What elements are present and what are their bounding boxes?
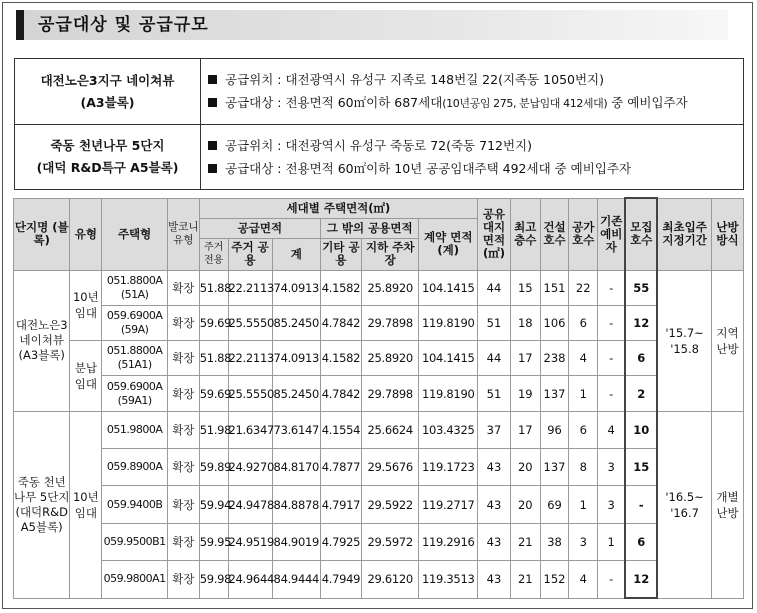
reserve-cell: 4 xyxy=(598,411,626,448)
vacant-cell: 4 xyxy=(569,561,598,598)
complex-name-cell: 죽동 천년나무 5단지 (대덕R&D A5블록) xyxy=(14,411,70,598)
table-row xyxy=(14,341,744,376)
parking-cell: 25.8920 xyxy=(361,341,418,376)
other-cell: 4.1582 xyxy=(320,341,361,376)
reserve-cell: 1 xyxy=(598,523,626,560)
header-built: 건설 호수 xyxy=(540,198,569,270)
land-cell: 51 xyxy=(478,305,511,340)
info-row-noeun xyxy=(15,59,744,125)
header-common: 주거 공용 xyxy=(228,238,272,270)
header-balcony: 발코니 유형 xyxy=(167,198,199,270)
vacant-cell: 1 xyxy=(569,486,598,523)
supply-info-table xyxy=(14,58,744,190)
table-row xyxy=(14,376,744,411)
contract-cell: 103.4325 xyxy=(419,411,478,448)
table-row xyxy=(14,486,744,523)
other-cell: 4.7842 xyxy=(320,376,361,411)
built-cell: 69 xyxy=(540,486,569,523)
house-type-cell: 051.9800A xyxy=(102,411,168,448)
heating-cell: 개별 난방 xyxy=(712,411,744,598)
contract-cell: 119.8190 xyxy=(419,305,478,340)
other-cell: 4.1554 xyxy=(320,411,361,448)
complex-name-line1: 대전노은3지구 네이쳐뷰 xyxy=(40,72,175,88)
header-parking: 지하 주차장 xyxy=(361,238,418,270)
exclusive-cell: 51.98 xyxy=(199,411,228,448)
balcony-cell: 확장 xyxy=(167,341,199,376)
floor-cell: 19 xyxy=(510,376,540,411)
built-cell: 96 xyxy=(540,411,569,448)
floor-cell: 21 xyxy=(510,561,540,598)
built-cell: 38 xyxy=(540,523,569,560)
other-cell: 4.7842 xyxy=(320,305,361,340)
parking-cell: 29.5972 xyxy=(361,523,418,560)
header-type: 유형 xyxy=(70,198,102,270)
other-cell: 4.7877 xyxy=(320,449,361,486)
other-cell: 4.7917 xyxy=(320,486,361,523)
target-line: 공급대상 : 전용면적 60㎡이하 10년 공공임대주택 492세대 중 예비입주자 xyxy=(208,157,742,180)
floor-cell: 15 xyxy=(510,270,540,305)
land-cell: 51 xyxy=(478,376,511,411)
header-total: 계 xyxy=(272,238,320,270)
info-details xyxy=(201,125,744,190)
floor-cell: 21 xyxy=(510,523,540,560)
floor-cell: 17 xyxy=(510,341,540,376)
land-cell: 43 xyxy=(478,486,511,523)
vacant-cell: 4 xyxy=(569,341,598,376)
vacant-cell: 6 xyxy=(569,411,598,448)
built-cell: 106 xyxy=(540,305,569,340)
land-cell: 37 xyxy=(478,411,511,448)
contract-cell: 119.8190 xyxy=(419,376,478,411)
balcony-cell: 확장 xyxy=(167,561,199,598)
header-reserve: 기존 예비자 xyxy=(598,198,626,270)
total-cell: 74.0913 xyxy=(272,341,320,376)
square-bullet-icon xyxy=(208,75,217,84)
title-accent-bar xyxy=(16,10,24,40)
location-line: 공급위치 : 대전광역시 유성구 죽동로 72(죽동 712번지) xyxy=(208,134,742,157)
header-heating: 난방 방식 xyxy=(712,198,744,270)
land-cell: 43 xyxy=(478,449,511,486)
complex-name-line2: (A3블록) xyxy=(80,94,135,110)
parking-cell: 29.5922 xyxy=(361,486,418,523)
table-row xyxy=(14,561,744,598)
other-cell: 4.7949 xyxy=(320,561,361,598)
type-cell: 10년 임대 xyxy=(70,411,102,598)
reserve-cell: - xyxy=(598,561,626,598)
built-cell: 137 xyxy=(540,449,569,486)
floor-cell: 20 xyxy=(510,449,540,486)
header-vacant: 공가 호수 xyxy=(569,198,598,270)
reserve-cell: 3 xyxy=(598,449,626,486)
balcony-cell: 확장 xyxy=(167,305,199,340)
common-cell: 24.9270 xyxy=(228,449,272,486)
total-cell: 84.9019 xyxy=(272,523,320,560)
vacant-cell: 6 xyxy=(569,305,598,340)
header-house-type: 주택형 xyxy=(102,198,168,270)
total-cell: 85.2450 xyxy=(272,376,320,411)
land-cell: 43 xyxy=(478,523,511,560)
square-bullet-icon xyxy=(208,164,217,173)
complex-name-line1: 죽동 천년나무 5단지 xyxy=(50,138,165,154)
house-type-cell: 051.8800A (51A) xyxy=(102,270,168,305)
house-type-cell: 059.6900A (59A1) xyxy=(102,376,168,411)
balcony-cell: 확장 xyxy=(167,449,199,486)
common-cell: 25.5550 xyxy=(228,305,272,340)
floor-cell: 20 xyxy=(510,486,540,523)
recruit-cell: 6 xyxy=(625,523,657,560)
total-cell: 84.8170 xyxy=(272,449,320,486)
reserve-cell: - xyxy=(598,376,626,411)
location-line: 공급위치 : 대전광역시 유성구 지족로 148번길 22(지족동 1050번지) xyxy=(208,68,742,91)
vacant-cell: 8 xyxy=(569,449,598,486)
house-type-cell: 051.8800A (51A1) xyxy=(102,341,168,376)
header-land: 공유 대지 면적 (㎡) xyxy=(478,198,511,270)
other-cell: 4.7925 xyxy=(320,523,361,560)
info-complex-name xyxy=(15,125,201,190)
recruit-cell: 12 xyxy=(625,561,657,598)
built-cell: 151 xyxy=(540,270,569,305)
table-row xyxy=(14,523,744,560)
contract-cell: 119.3513 xyxy=(419,561,478,598)
vacant-cell: 3 xyxy=(569,523,598,560)
land-cell: 43 xyxy=(478,561,511,598)
common-cell: 24.9644 xyxy=(228,561,272,598)
exclusive-cell: 59.69 xyxy=(199,376,228,411)
recruit-cell: - xyxy=(625,486,657,523)
recruit-cell: 10 xyxy=(625,411,657,448)
parking-cell: 25.8920 xyxy=(361,270,418,305)
complex-name-cell: 대전노은3 네이쳐뷰 (A3블록) xyxy=(14,270,70,411)
floor-cell: 18 xyxy=(510,305,540,340)
exclusive-cell: 51.88 xyxy=(199,341,228,376)
move-period-cell: '15.7~ '15.8 xyxy=(657,270,711,411)
square-bullet-icon xyxy=(208,98,217,107)
common-cell: 21.6347 xyxy=(228,411,272,448)
exclusive-cell: 59.95 xyxy=(199,523,228,560)
parking-cell: 29.7898 xyxy=(361,376,418,411)
exclusive-cell: 51.88 xyxy=(199,270,228,305)
other-cell: 4.1582 xyxy=(320,270,361,305)
land-cell: 44 xyxy=(478,341,511,376)
header-contract: 계약 면적 (계) xyxy=(419,218,478,270)
table-row xyxy=(14,411,744,448)
square-bullet-icon xyxy=(208,141,217,150)
section-title: 공급대상 및 공급규모 xyxy=(38,15,209,35)
target-line: 공급대상 : 전용면적 60㎡이하 687세대(10년공임 275, 분납임대 412세대) 중 예비입주자 xyxy=(208,91,742,115)
header-floor: 최고 층수 xyxy=(510,198,540,270)
built-cell: 238 xyxy=(540,341,569,376)
table-row xyxy=(14,449,744,486)
contract-cell: 104.1415 xyxy=(419,341,478,376)
reserve-cell: 3 xyxy=(598,486,626,523)
house-type-cell: 059.9500B1 xyxy=(102,523,168,560)
total-cell: 84.9444 xyxy=(272,561,320,598)
balcony-cell: 확장 xyxy=(167,270,199,305)
land-cell: 44 xyxy=(478,270,511,305)
header-supply-area: 공급면적 xyxy=(199,218,320,238)
type-cell: 10년 임대 xyxy=(70,270,102,341)
table-row xyxy=(14,305,744,340)
contract-cell: 104.1415 xyxy=(419,270,478,305)
balcony-cell: 확장 xyxy=(167,411,199,448)
house-type-cell: 059.9400B xyxy=(102,486,168,523)
contract-cell: 119.2916 xyxy=(419,523,478,560)
total-cell: 73.6147 xyxy=(272,411,320,448)
header-exclusive: 주거 전용 xyxy=(199,238,228,270)
exclusive-cell: 59.98 xyxy=(199,561,228,598)
contract-cell: 119.2717 xyxy=(419,486,478,523)
parking-cell: 25.6624 xyxy=(361,411,418,448)
parking-cell: 29.7898 xyxy=(361,305,418,340)
parking-cell: 29.5676 xyxy=(361,449,418,486)
header-other: 기타 공용 xyxy=(320,238,361,270)
common-cell: 24.9478 xyxy=(228,486,272,523)
recruit-cell: 15 xyxy=(625,449,657,486)
common-cell: 24.9519 xyxy=(228,523,272,560)
common-cell: 25.5550 xyxy=(228,376,272,411)
table-row xyxy=(14,270,744,305)
recruit-cell: 6 xyxy=(625,341,657,376)
header-other-common: 그 밖의 공용면적 xyxy=(320,218,419,238)
header-first-move: 최초입주 지정기간 xyxy=(657,198,711,270)
contract-cell: 119.1723 xyxy=(419,449,478,486)
exclusive-cell: 59.89 xyxy=(199,449,228,486)
header-area-group: 세대별 주택면적(㎡) xyxy=(199,198,477,218)
type-cell: 분납 임대 xyxy=(70,341,102,412)
total-cell: 85.2450 xyxy=(272,305,320,340)
move-period-cell: '16.5~ '16.7 xyxy=(657,411,711,598)
reserve-cell: - xyxy=(598,270,626,305)
recruit-cell: 12 xyxy=(625,305,657,340)
total-cell: 84.8878 xyxy=(272,486,320,523)
housing-area-table xyxy=(13,197,744,599)
floor-cell: 17 xyxy=(510,411,540,448)
exclusive-cell: 59.69 xyxy=(199,305,228,340)
parking-cell: 29.6120 xyxy=(361,561,418,598)
vacant-cell: 1 xyxy=(569,376,598,411)
info-complex-name xyxy=(15,59,201,125)
info-row-jukdong xyxy=(15,125,744,190)
common-cell: 22.2113 xyxy=(228,270,272,305)
recruit-cell: 2 xyxy=(625,376,657,411)
heating-cell: 지역 난방 xyxy=(712,270,744,411)
info-details xyxy=(201,59,744,125)
common-cell: 22.2113 xyxy=(228,341,272,376)
reserve-cell: - xyxy=(598,305,626,340)
house-type-cell: 059.9800A1 xyxy=(102,561,168,598)
exclusive-cell: 59.94 xyxy=(199,486,228,523)
built-cell: 137 xyxy=(540,376,569,411)
header-complex: 단지명 (블록) xyxy=(14,198,70,270)
recruit-cell: 55 xyxy=(625,270,657,305)
vacant-cell: 22 xyxy=(569,270,598,305)
reserve-cell: - xyxy=(598,341,626,376)
balcony-cell: 확장 xyxy=(167,523,199,560)
house-type-cell: 059.8900A xyxy=(102,449,168,486)
house-type-cell: 059.6900A (59A) xyxy=(102,305,168,340)
balcony-cell: 확장 xyxy=(167,486,199,523)
complex-name-line2: (대덕 R&D특구 A5블록) xyxy=(36,160,179,176)
built-cell: 152 xyxy=(540,561,569,598)
total-cell: 74.0913 xyxy=(272,270,320,305)
balcony-cell: 확장 xyxy=(167,376,199,411)
header-recruit: 모집 호수 xyxy=(625,198,657,270)
